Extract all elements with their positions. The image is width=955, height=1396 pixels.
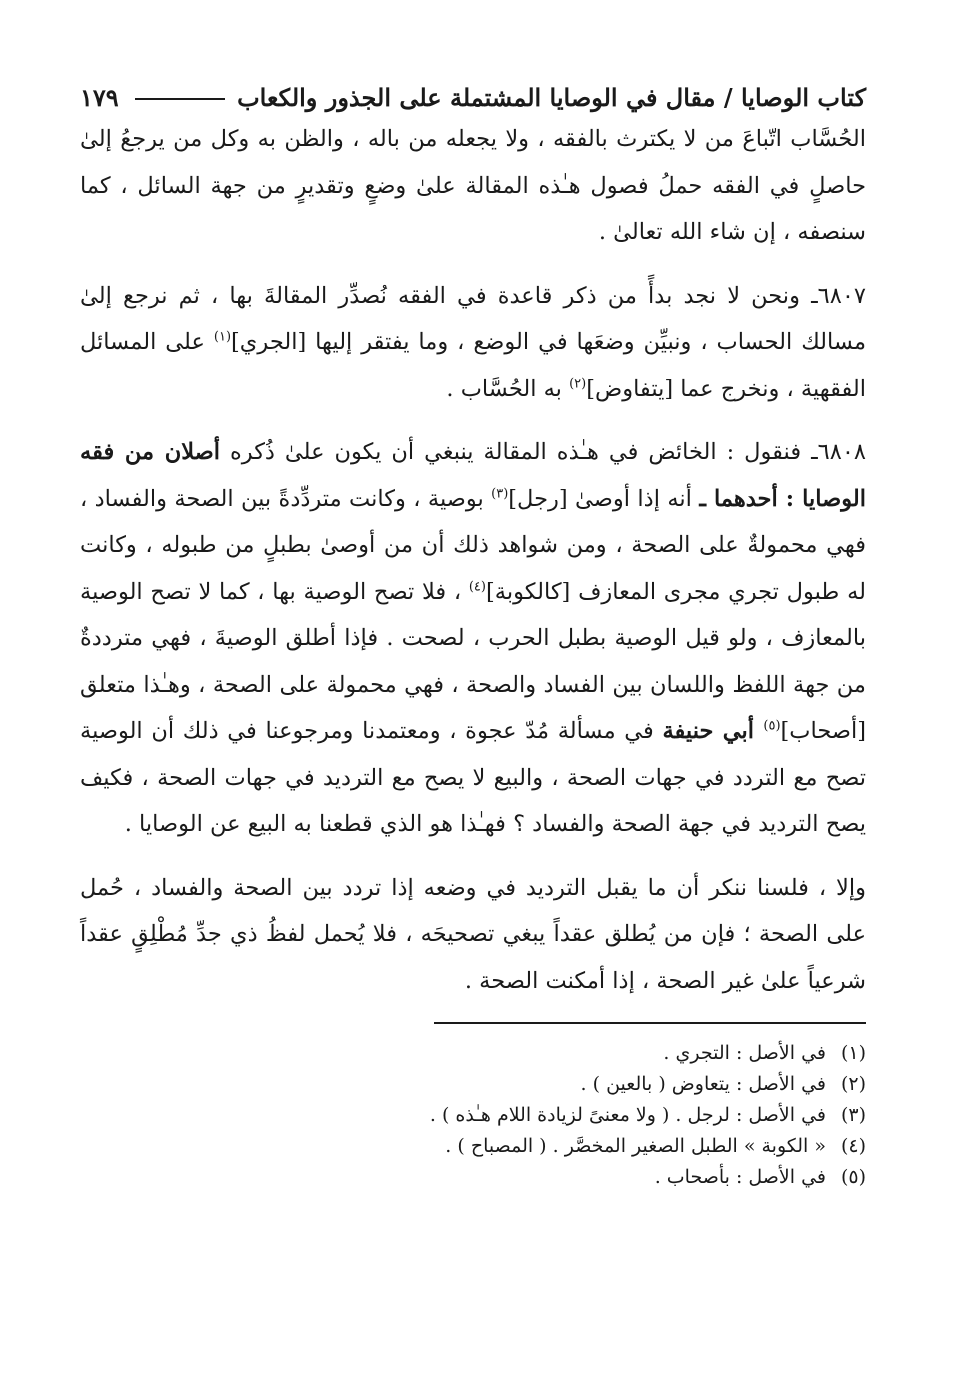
text-run: ونحن لا نجد بدأً من ذكر قاعدة في الفقه نُصدِّر المقالةَ بها ، ثم نرجع إلىٰ مسالك الحساب ، ونبيِّن وضعَها في الوضع ، وما يفتقر إليها [الجري] xyxy=(80,282,867,355)
bold-text-run: أصلان من فقه الوصايا : أحدهما ـ xyxy=(80,439,866,512)
paragraph-continuation: الحُسَّاب اتّباعَ من لا يكترث بالفقه ، ولا يجعله من باله ، والظن به وكل من يرجعُ إلىٰ حاصلٍ في الفقه حملُ فصول هـٰذه المقالة علىٰ وضعٍ وتقديرٍ من جهة السائل ، كما سنصفه ، إن شاء الله تعالىٰ . xyxy=(80,126,866,245)
footnote-mark: (١) xyxy=(840,1042,866,1064)
footnotes xyxy=(80,1038,866,1193)
footnote-ref-1[interactable]: (١) xyxy=(213,329,232,345)
paragraph-number: ٦٨٠٨ـ xyxy=(811,439,866,465)
footnote-text: في الأصل : يتعاوض ( بالعين ) . xyxy=(580,1073,826,1095)
paragraph-6808 xyxy=(80,429,866,848)
running-header xyxy=(80,78,866,116)
footnote-item xyxy=(80,1131,866,1162)
footnote-text: في الأصل : بأصحاب . xyxy=(654,1166,826,1188)
footnote-ref-3[interactable]: (٣) xyxy=(491,486,509,501)
footnote-ref-4[interactable]: (٤) xyxy=(468,579,486,594)
paragraph-6807 xyxy=(80,273,866,413)
header-rule xyxy=(135,98,225,100)
footnote-item xyxy=(80,1162,866,1193)
main-text xyxy=(80,116,866,1004)
text-run: بوصية ، وكانت متردِّدةً بين الصحة والفساد ، فهي محمولةٌ على الصحة ، ومن شواهد ذلك أن من أوصىٰ بطبلٍ من طبوله ، وكانت له طبول تجري مجرى المعازف [كالكوبة] xyxy=(80,485,866,605)
text-run: فنقول : الخائض في هـٰذه المقالة ينبغي أن يكون علىٰ ذُكره xyxy=(220,439,812,465)
footnote-separator xyxy=(434,1022,866,1024)
text-run: به الحُسَّاب . xyxy=(446,375,570,402)
page-number: ١٧٩ xyxy=(80,82,119,112)
footnote-item xyxy=(80,1038,866,1069)
footnote-item xyxy=(80,1069,866,1100)
footnote-text: في الأصل : لرجل . ( ولا معنىً لزيادة اللام هـٰذه ) . xyxy=(429,1104,826,1126)
text-run: ، فلا تصح الوصية بها ، كما لا تصح الوصية بالمعازف ، ولو قيل الوصية بطبل الحرب ، لصحت . فإذا أطلق الوصيةَ ، فهي مترددةٌ من جهة اللفظ واللسان بين الفساد والصحة ، فهي محمولة على الصحة ، وهـٰذا متعلق [أصحاب] xyxy=(80,578,866,744)
text-run: على المسائل الفقهية ، ونخرج عما [يتفاوض] xyxy=(80,329,866,402)
paragraph-number: ٦٨٠٧ـ xyxy=(811,282,866,309)
footnote-mark: (٥) xyxy=(840,1166,866,1188)
footnote-text: « الكوبة » الطبل الصغير المخصَّر . ( المصباح ) . xyxy=(445,1135,826,1157)
footnote-ref-5[interactable]: (٥) xyxy=(763,718,781,734)
bold-text-run: أبي حنيفة xyxy=(662,718,764,744)
footnote-mark: (٣) xyxy=(840,1104,866,1126)
paragraph-final: وإلا ، فلسنا ننكر أن ما يقبل الترديد في وضعه إذا تردد بين الصحة والفساد ، حُمل على الصحة ؛ فإن من يُطلق عقداً يبغي تصحيحَه ، فلا يُحمل لفظُ ذي جدِّ مُطْلِقٍ عقداً شرعياً علىٰ غير الصحة ، إذا أمكنت الصحة . xyxy=(80,874,866,994)
footnote-ref-2[interactable]: (٢) xyxy=(569,376,587,391)
running-title: كتاب الوصايا / مقال في الوصايا المشتملة على الجذور والكعاب xyxy=(237,82,866,112)
text-run: في مسألة مُدّ عجوة ، ومعتمدنا ومرجوعنا في ذلك أن الوصية تصح مع التردد في جهات الصحة ، والبيع لا يصح مع الترديد في جهات الصحة ، فكيف يصح الترديد في جهة الصحة والفساد ؟ فهـٰذا هو الذي قطعنا به البيع عن الوصايا . xyxy=(80,718,866,837)
footnote-mark: (٢) xyxy=(840,1073,866,1095)
footnote-item xyxy=(80,1100,866,1131)
text-run: أنه إذا أوصىٰ [رجل] xyxy=(508,485,700,512)
footnote-mark: (٤) xyxy=(840,1135,866,1157)
book-page xyxy=(80,78,866,1193)
footnote-text: في الأصل : التجري . xyxy=(663,1042,826,1064)
